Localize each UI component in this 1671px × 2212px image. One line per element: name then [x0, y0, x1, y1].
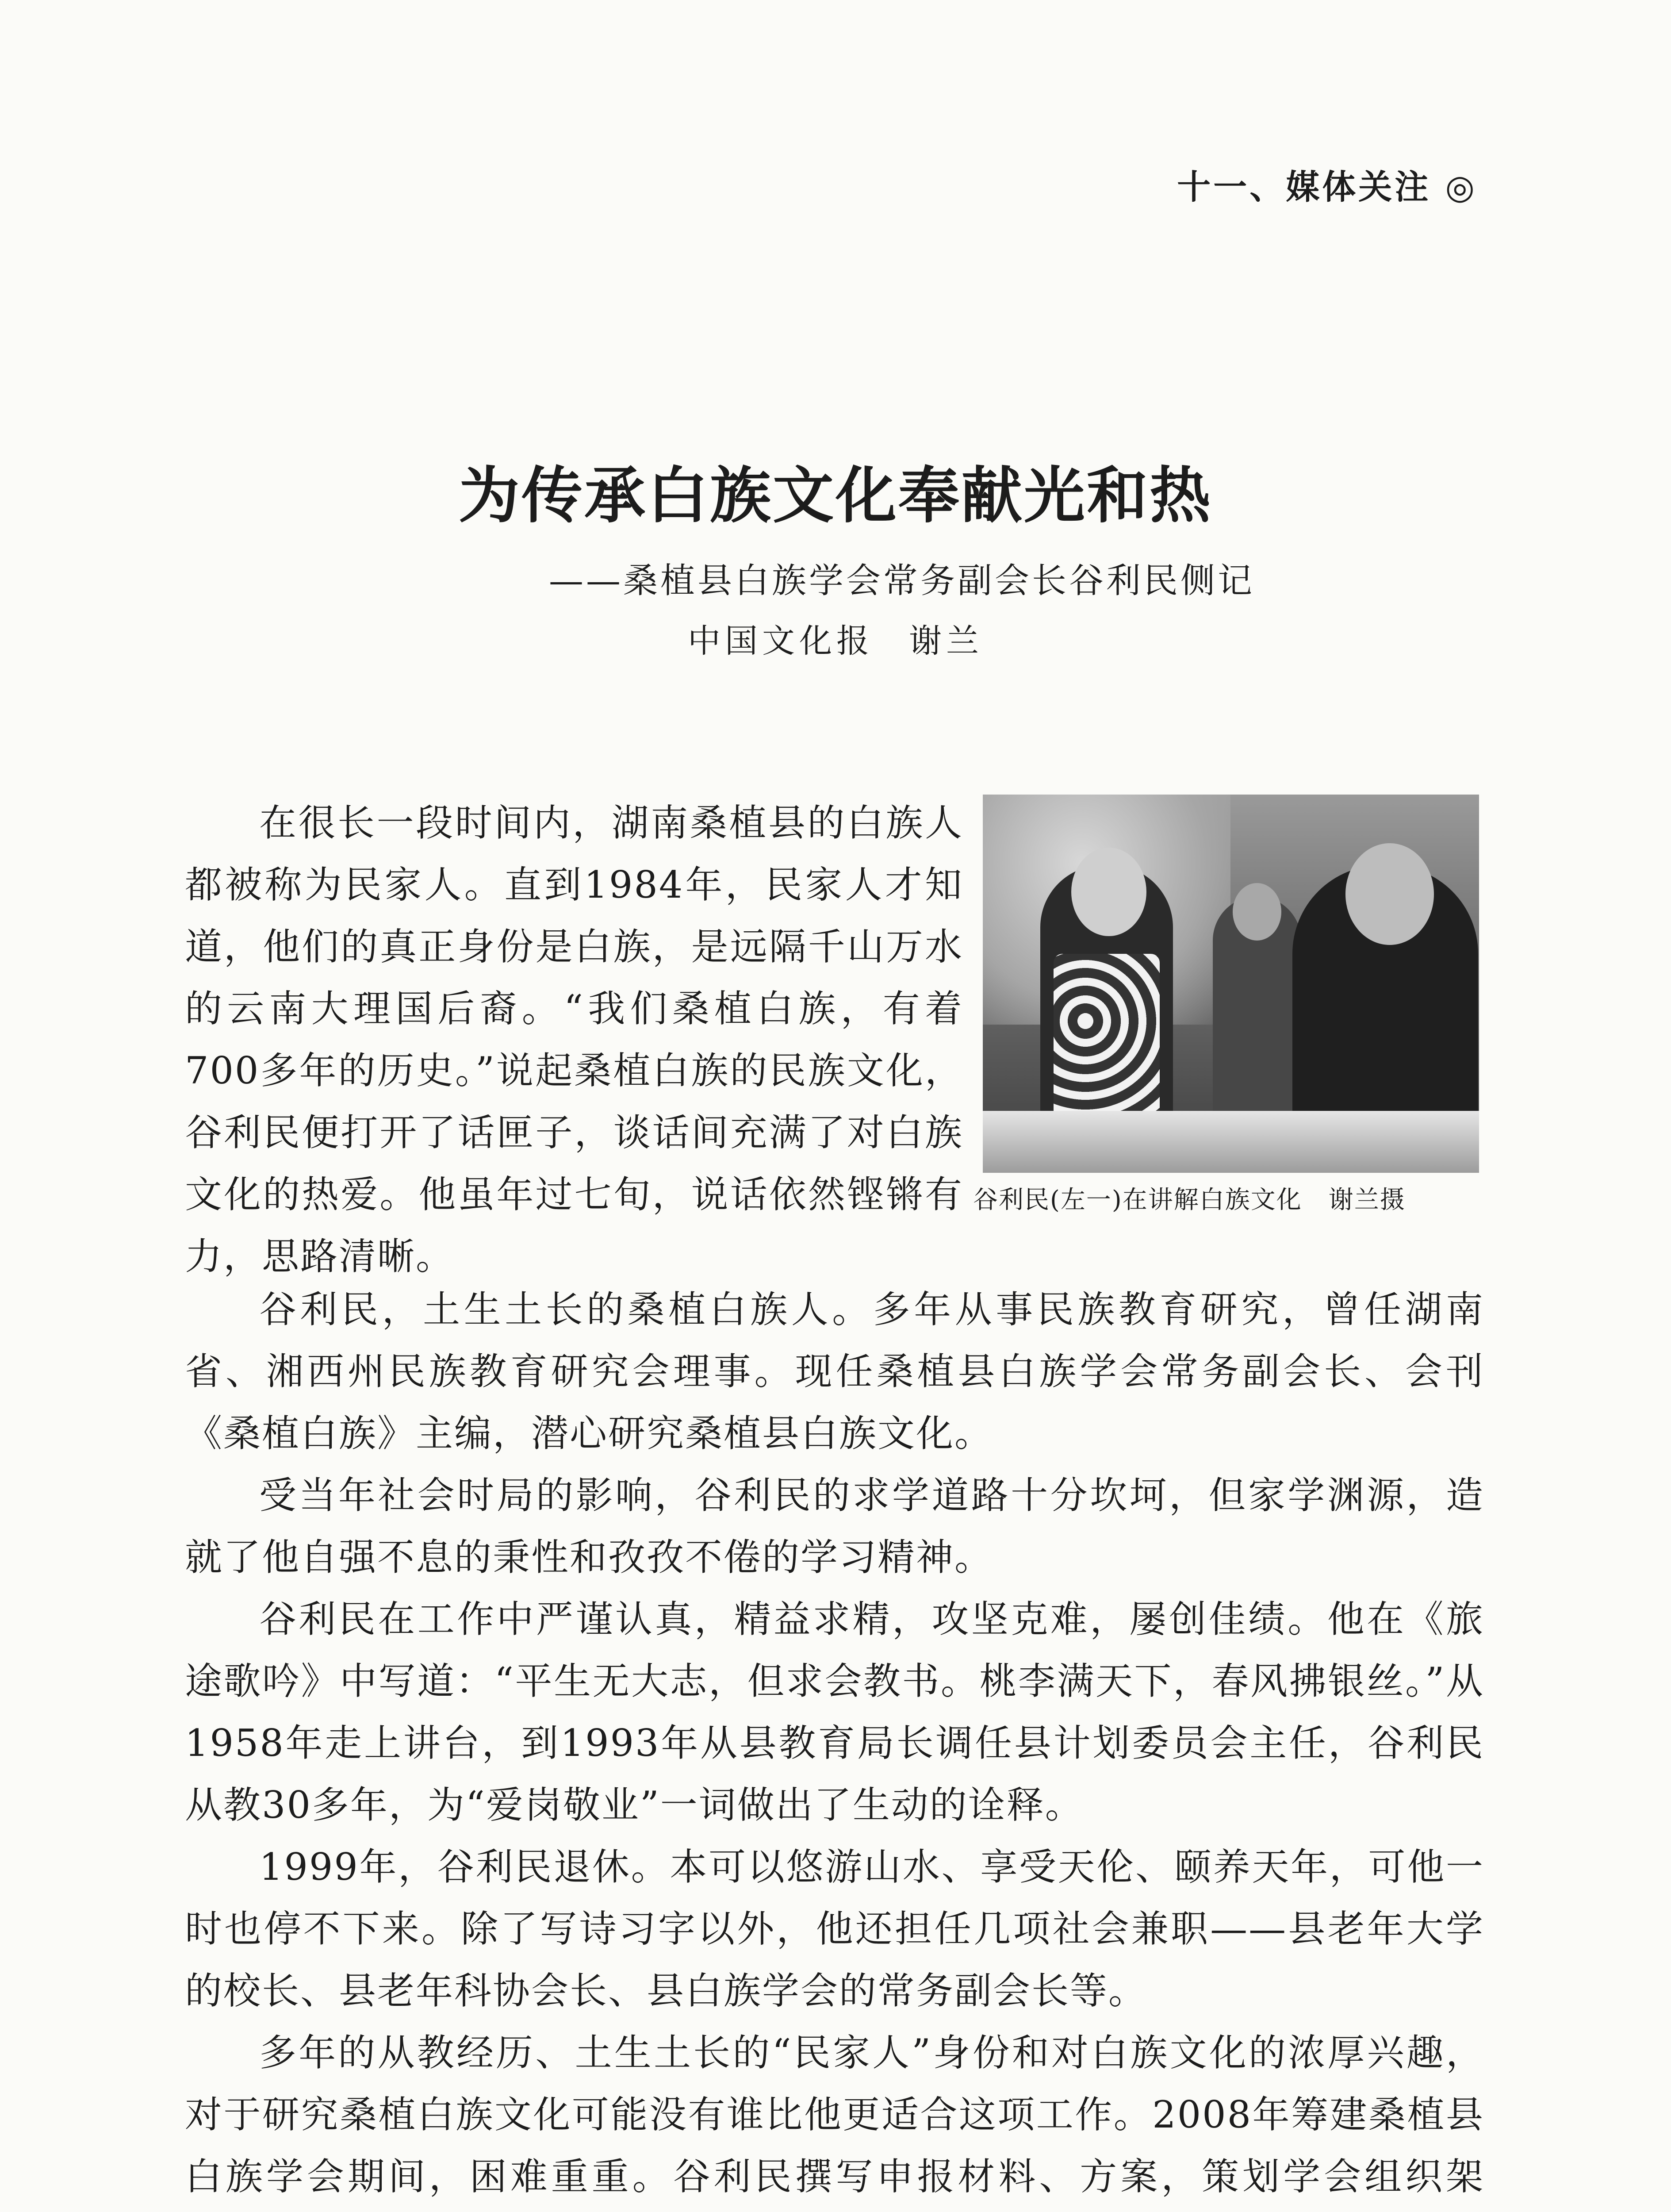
caption-text: 谷利民(左一)在讲解白族文化	[973, 1186, 1302, 1214]
photo-credit: 谢兰摄	[1328, 1186, 1406, 1214]
article-photo	[983, 795, 1479, 1173]
author-name: 谢兰	[909, 622, 983, 660]
paragraph-4: 谷利民在工作中严谨认真，精益求精，攻坚克难，屡创佳绩。他在《旅途歌吟》中写道：“平生无大志，但求会教书。桃李满天下，春风拂银丝。”从1958年走上讲台，到1993年从县教育局长调任县计划委员会主任，谷利民从教30多年，为“爱岗敬业”一词做出了生动的诠释。	[185, 1598, 1484, 1827]
paragraph-2: 谷利民，土生土长的桑植白族人。多年从事民族教育研究，曾任湖南省、湘西州民族教育研究会理事。现任桑植县白族学会常务副会长、会刊《桑植白族》主编，潜心研究桑植县白族文化。	[185, 1288, 1484, 1455]
paragraph-6: 多年的从教经历、土生土长的“民家人”身份和对白族文化的浓厚兴趣，对于研究桑植白族文化可能没有谁比他更适合这项工作。2008年筹建桑植县白族学会期间，困难重重。谷利民撰写申报材料、方案，策划学会组织架	[185, 2031, 1484, 2198]
article-subtitle: ——桑植县白族学会常务副会长谷利民侧记	[548, 561, 1255, 601]
article-title: 为传承白族文化奉献光和热	[458, 460, 1212, 531]
paragraph-5: 1999年，谷利民退休。本可以悠游山水、享受天伦、颐养天年，可他一时也停不下来。除了写诗习字以外，他还担任几项社会兼职——县老年大学的校长、县老年科协会长、县白族学会的常务副会长等。	[185, 1845, 1484, 2012]
table-foreground	[983, 1111, 1479, 1173]
paragraph-3: 受当年社会时局的影响，谷利民的求学道路十分坎坷，但家学渊源，造就了他自强不息的秉性和孜孜不倦的学习精神。	[185, 1474, 1484, 1579]
paragraph-1: 在很长一段时间内，湖南桑植县的白族人都被称为民家人。直到1984年，民家人才知道，他们的真正身份是白族，是远隔千山万水的云南大理国后裔。“我们桑植白族，有着700多年的历史。”说起桑植白族的民族文化，谷利民便打开了话匣子，谈话间充满了对白族文化的热爱。他虽年过七旬，说话依然铿锵有力，思路清晰。	[185, 801, 963, 1278]
photo-caption	[973, 1180, 1486, 1216]
source-name: 中国文化报	[688, 622, 874, 660]
byline	[0, 615, 1671, 662]
running-head: 十一、媒体关注 ◎	[1177, 167, 1477, 207]
